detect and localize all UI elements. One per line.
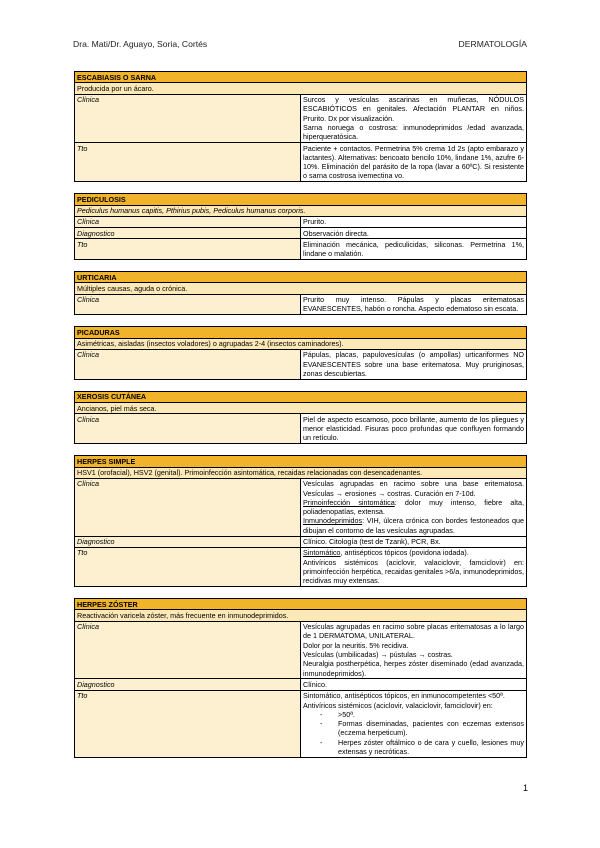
text-line: Antivíricos sistémicos (aciclovir, valaciclovir, famciclovir) en: xyxy=(303,700,493,710)
section-subtitle: Reactivación varicela zóster, más frecuente en inmunodeprimidos. xyxy=(75,610,527,621)
section-title: HERPES ZÓSTER xyxy=(75,599,527,610)
section-subtitle: Producida por un ácaro. xyxy=(75,83,527,94)
section-subtitle: Múltiples causas, aguda o crónica. xyxy=(75,283,527,294)
term: Inmunodeprimidos xyxy=(303,516,363,526)
row-label-clinica: Clínica xyxy=(75,216,301,227)
row-value-clinica: Prurito. xyxy=(301,216,527,227)
text-line: Neuralgia postherpética, herpes zóster diseminado (edad avanzada, inmunodeprimidos). xyxy=(303,659,524,678)
row-value-tto: Paciente + contactos. Permetrina 5% crema 1d 2s (apto embarazo y lactantes). Alternativas: bencoato bencilo 10%, lindane 1%, azufre 6-10%. Eliminación del parásito de la ropa (lavar a 60ºC). Si resistente o sarna costrosa ivemectina vo. xyxy=(301,143,527,182)
header-subject: DERMATOLOGÍA xyxy=(458,39,527,49)
section-herpes-zoster xyxy=(74,598,527,758)
row-value-diagnostico: Observación directa. xyxy=(301,228,527,239)
text-line: Vesículas (umbilicadas) → pústulas → costras. xyxy=(303,650,453,660)
section-xerosis xyxy=(74,391,527,444)
row-label-clinica: Clínica xyxy=(75,294,301,315)
section-title: PICADURAS xyxy=(75,327,527,338)
text-line: Surcos y vesículas ascarinas en muñecas, NÓDULOS ESCABIÓTICOS en genitales. Afectación PLANTAR en niños. Prurito. Dx por visualización. xyxy=(303,95,524,123)
term-text: , antisépticos tópicos (povidona iodada). xyxy=(340,548,469,558)
row-label-clinica: Clínica xyxy=(75,621,301,679)
section-title: URTICARIA xyxy=(75,272,527,283)
section-title: ESCABIASIS O SARNA xyxy=(75,72,527,83)
row-value-diagnostico: Clínico. xyxy=(301,679,527,690)
list-item: - Formas diseminadas, pacientes con eczemas extensos (eczema herpeticum). xyxy=(320,719,524,738)
row-label-diagnostico: Diagnostico xyxy=(75,536,301,547)
section-pediculosis xyxy=(74,193,527,260)
list-item: - Herpes zóster oftálmico o de cara y cuello, lesiones muy extensas y necróticas. xyxy=(320,738,524,757)
text-line: Sintomático, antisépticos tópicos, en inmunocompetentes <50ª. xyxy=(303,691,505,701)
row-value-diagnostico: Clínico. Citología (test de Tzank), PCR, Bx. xyxy=(301,536,527,547)
row-value-clinica: Pápulas, placas, papulovesículas (o ampollas) urticariformes NO EVANESCENTES sobre una base eritematosa. Muy pruriginosas, zonas descubiertas. xyxy=(301,349,527,379)
text-line xyxy=(303,548,524,557)
row-value-clinica xyxy=(301,621,527,679)
section-subtitle: Ancianos, piel más seca. xyxy=(75,403,527,414)
row-label-tto: Tto xyxy=(75,239,301,260)
row-value-tto xyxy=(301,690,527,757)
section-escabiasis xyxy=(74,71,527,182)
row-value-clinica: Piel de aspecto escamoso, poco brillante, aumento de los pliegues y menor elasticidad. Fisuras poco profundas que confluyen formando un retículo. xyxy=(301,414,527,444)
row-value-tto: Eliminación mecánica, pediculicidas, siliconas. Permetrina 1%, lindane o malatión. xyxy=(301,239,527,260)
row-value-clinica xyxy=(301,478,527,536)
section-title: XEROSIS CUTÁNEA xyxy=(75,391,527,402)
text-line: Vesículas agrupadas en racimo sobre placas eritematosas a lo largo de 1 DERMATOMA, UNILATERAL. xyxy=(303,622,524,641)
section-subtitle: Pediculus humanus capitis, Pthirius pubis, Pediculus humanus corporis. xyxy=(75,205,527,216)
document-content xyxy=(74,71,527,769)
indication-list xyxy=(303,710,524,756)
row-value-clinica xyxy=(301,94,527,142)
row-label-tto: Tto xyxy=(75,547,301,586)
text-line: Antivíricos sistémicos (aciclovir, valaciclovir, famciclovir) en: primoinfección herpética, recaidas genitales >6/a, inmunodeprimidos, recidivas muy extensas. xyxy=(303,557,524,586)
term-text: : dolor muy intenso, fiebre alta, poliadenopatías, extensa. xyxy=(303,497,524,517)
text-line: Sarna noruega o costrosa: inmunodeprimidos /edad avanzada, hiperqueratósica. xyxy=(303,122,524,142)
row-label-diagnostico: Diagnostico xyxy=(75,679,301,690)
section-subtitle: HSV1 (orofacial), HSV2 (genital). Primoinfección asintomática, recaidas relacionadas con desencadenantes. xyxy=(75,467,527,478)
text-line xyxy=(303,516,524,535)
row-value-tto xyxy=(301,547,527,586)
section-picaduras xyxy=(74,326,527,379)
section-urticaria xyxy=(74,271,527,315)
row-label-diagnostico: Diagnostico xyxy=(75,228,301,239)
text-line xyxy=(303,498,524,517)
row-label-clinica: Clínica xyxy=(75,414,301,444)
row-label-tto: Tto xyxy=(75,690,301,757)
list-item: - >50ª. xyxy=(320,710,524,719)
header-authors: Dra. Mati/Dr. Aguayo, Soria, Cortés xyxy=(73,39,208,49)
row-label-clinica: Clínica xyxy=(75,349,301,379)
term-text: : VIH, úlcera crónica con bordes festoneados que dibujan el contorno de las vesículas agrupadas. xyxy=(303,516,524,535)
text-line: Vesículas agrupadas en racimo sobre una base eritematosa. Vesículas → erosiones → costras. Curación en 7-10d. xyxy=(303,479,524,498)
row-label-clinica: Clínica xyxy=(75,94,301,142)
term: Sintomático xyxy=(303,548,341,558)
row-value-clinica: Prurito muy intenso. Pápulas y placas eritematosas EVANESCENTES, habón o roncha. Aspecto edematoso sin escata. xyxy=(301,294,527,315)
section-title: HERPES SIMPLE xyxy=(75,456,527,467)
term: Primoinfección sintomática xyxy=(303,497,395,507)
page-number: 1 xyxy=(522,783,528,793)
row-label-clinica: Clínica xyxy=(75,478,301,536)
section-title: PEDICULOSIS xyxy=(75,194,527,205)
row-label-tto: Tto xyxy=(75,143,301,182)
text-line: Dolor por la neuritis. 5% recidiva. xyxy=(303,640,409,650)
section-herpes-simple xyxy=(74,455,527,587)
section-subtitle: Asimétricas, aisladas (insectos voladores) o agrupadas 2-4 (insectos caminadores). xyxy=(75,338,527,349)
